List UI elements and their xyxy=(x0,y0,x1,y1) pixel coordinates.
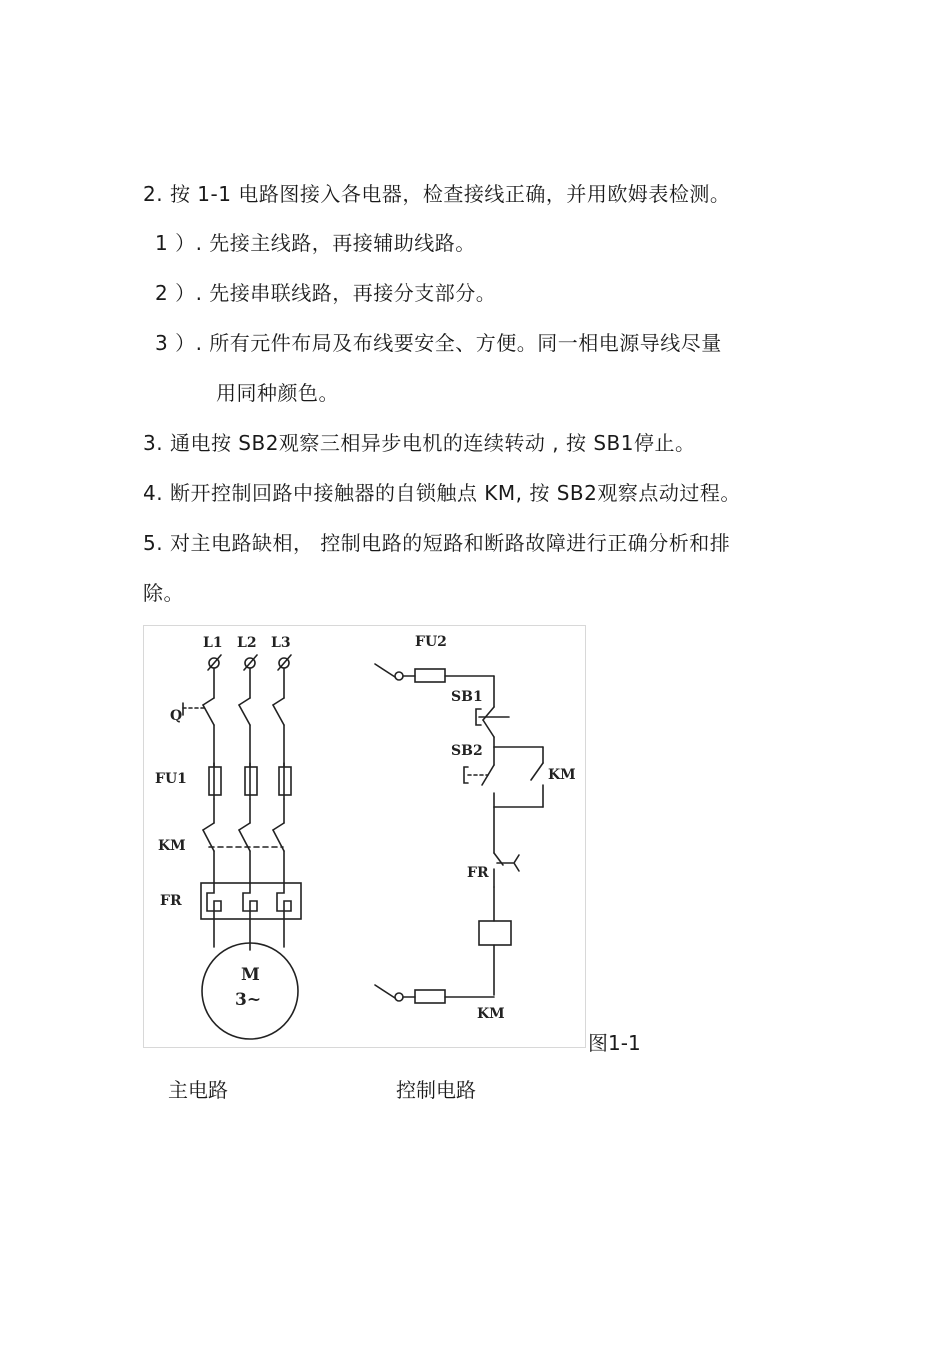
label-l2: L2 xyxy=(237,635,257,651)
circuit-diagram xyxy=(143,625,586,1048)
step-2-sub-2: 2 ）. 先接串联线路，再接分支部分。 xyxy=(155,281,497,305)
label-fr-ctrl: FR xyxy=(467,865,489,881)
motor-label: M xyxy=(241,965,260,985)
step-2-sub-1: 1 ）. 先接主线路，再接辅助线路。 xyxy=(155,231,476,255)
label-sb1: SB1 xyxy=(451,689,483,705)
label-l3: L3 xyxy=(271,635,291,651)
fuses-fu1 xyxy=(209,763,291,799)
figure-caption: 图1-1 xyxy=(588,1031,641,1055)
label-sb2: SB2 xyxy=(451,743,483,759)
label-km-main: KM xyxy=(158,838,186,854)
label-fu1: FU1 xyxy=(155,771,187,787)
label-l1: L1 xyxy=(203,635,223,651)
motor-phase-label: 3~ xyxy=(235,990,262,1010)
main-circuit-caption: 主电路 xyxy=(168,1078,228,1102)
step-3: 3. 通电按 SB2观察三相异步电机的连续转动 , 按 SB1停止。 xyxy=(143,431,696,455)
step-2-sub-3-cont: 用同种颜色。 xyxy=(216,381,339,405)
label-fr-main: FR xyxy=(160,893,182,909)
control-circuit-caption: 控制电路 xyxy=(396,1078,476,1102)
step-2-sub-3: 3 ）. 所有元件布局及布线要安全、方便。同一相电源导线尽量 xyxy=(155,331,722,355)
label-km-coil: KM xyxy=(477,1006,505,1022)
label-q: Q xyxy=(170,708,183,724)
label-km-aux: KM xyxy=(548,767,576,783)
step-4: 4. 断开控制回路中接触器的自锁触点 KM, 按 SB2观察点动过程。 xyxy=(143,481,741,505)
step-2: 2. 按 1-1 电路图接入各电器，检查接线正确，并用欧姆表检测。 xyxy=(143,182,731,206)
step-5-cont: 除。 xyxy=(143,581,184,605)
step-5: 5. 对主电路缺相， 控制电路的短路和断路故障进行正确分析和排 xyxy=(143,531,731,555)
label-fu2: FU2 xyxy=(415,634,447,650)
